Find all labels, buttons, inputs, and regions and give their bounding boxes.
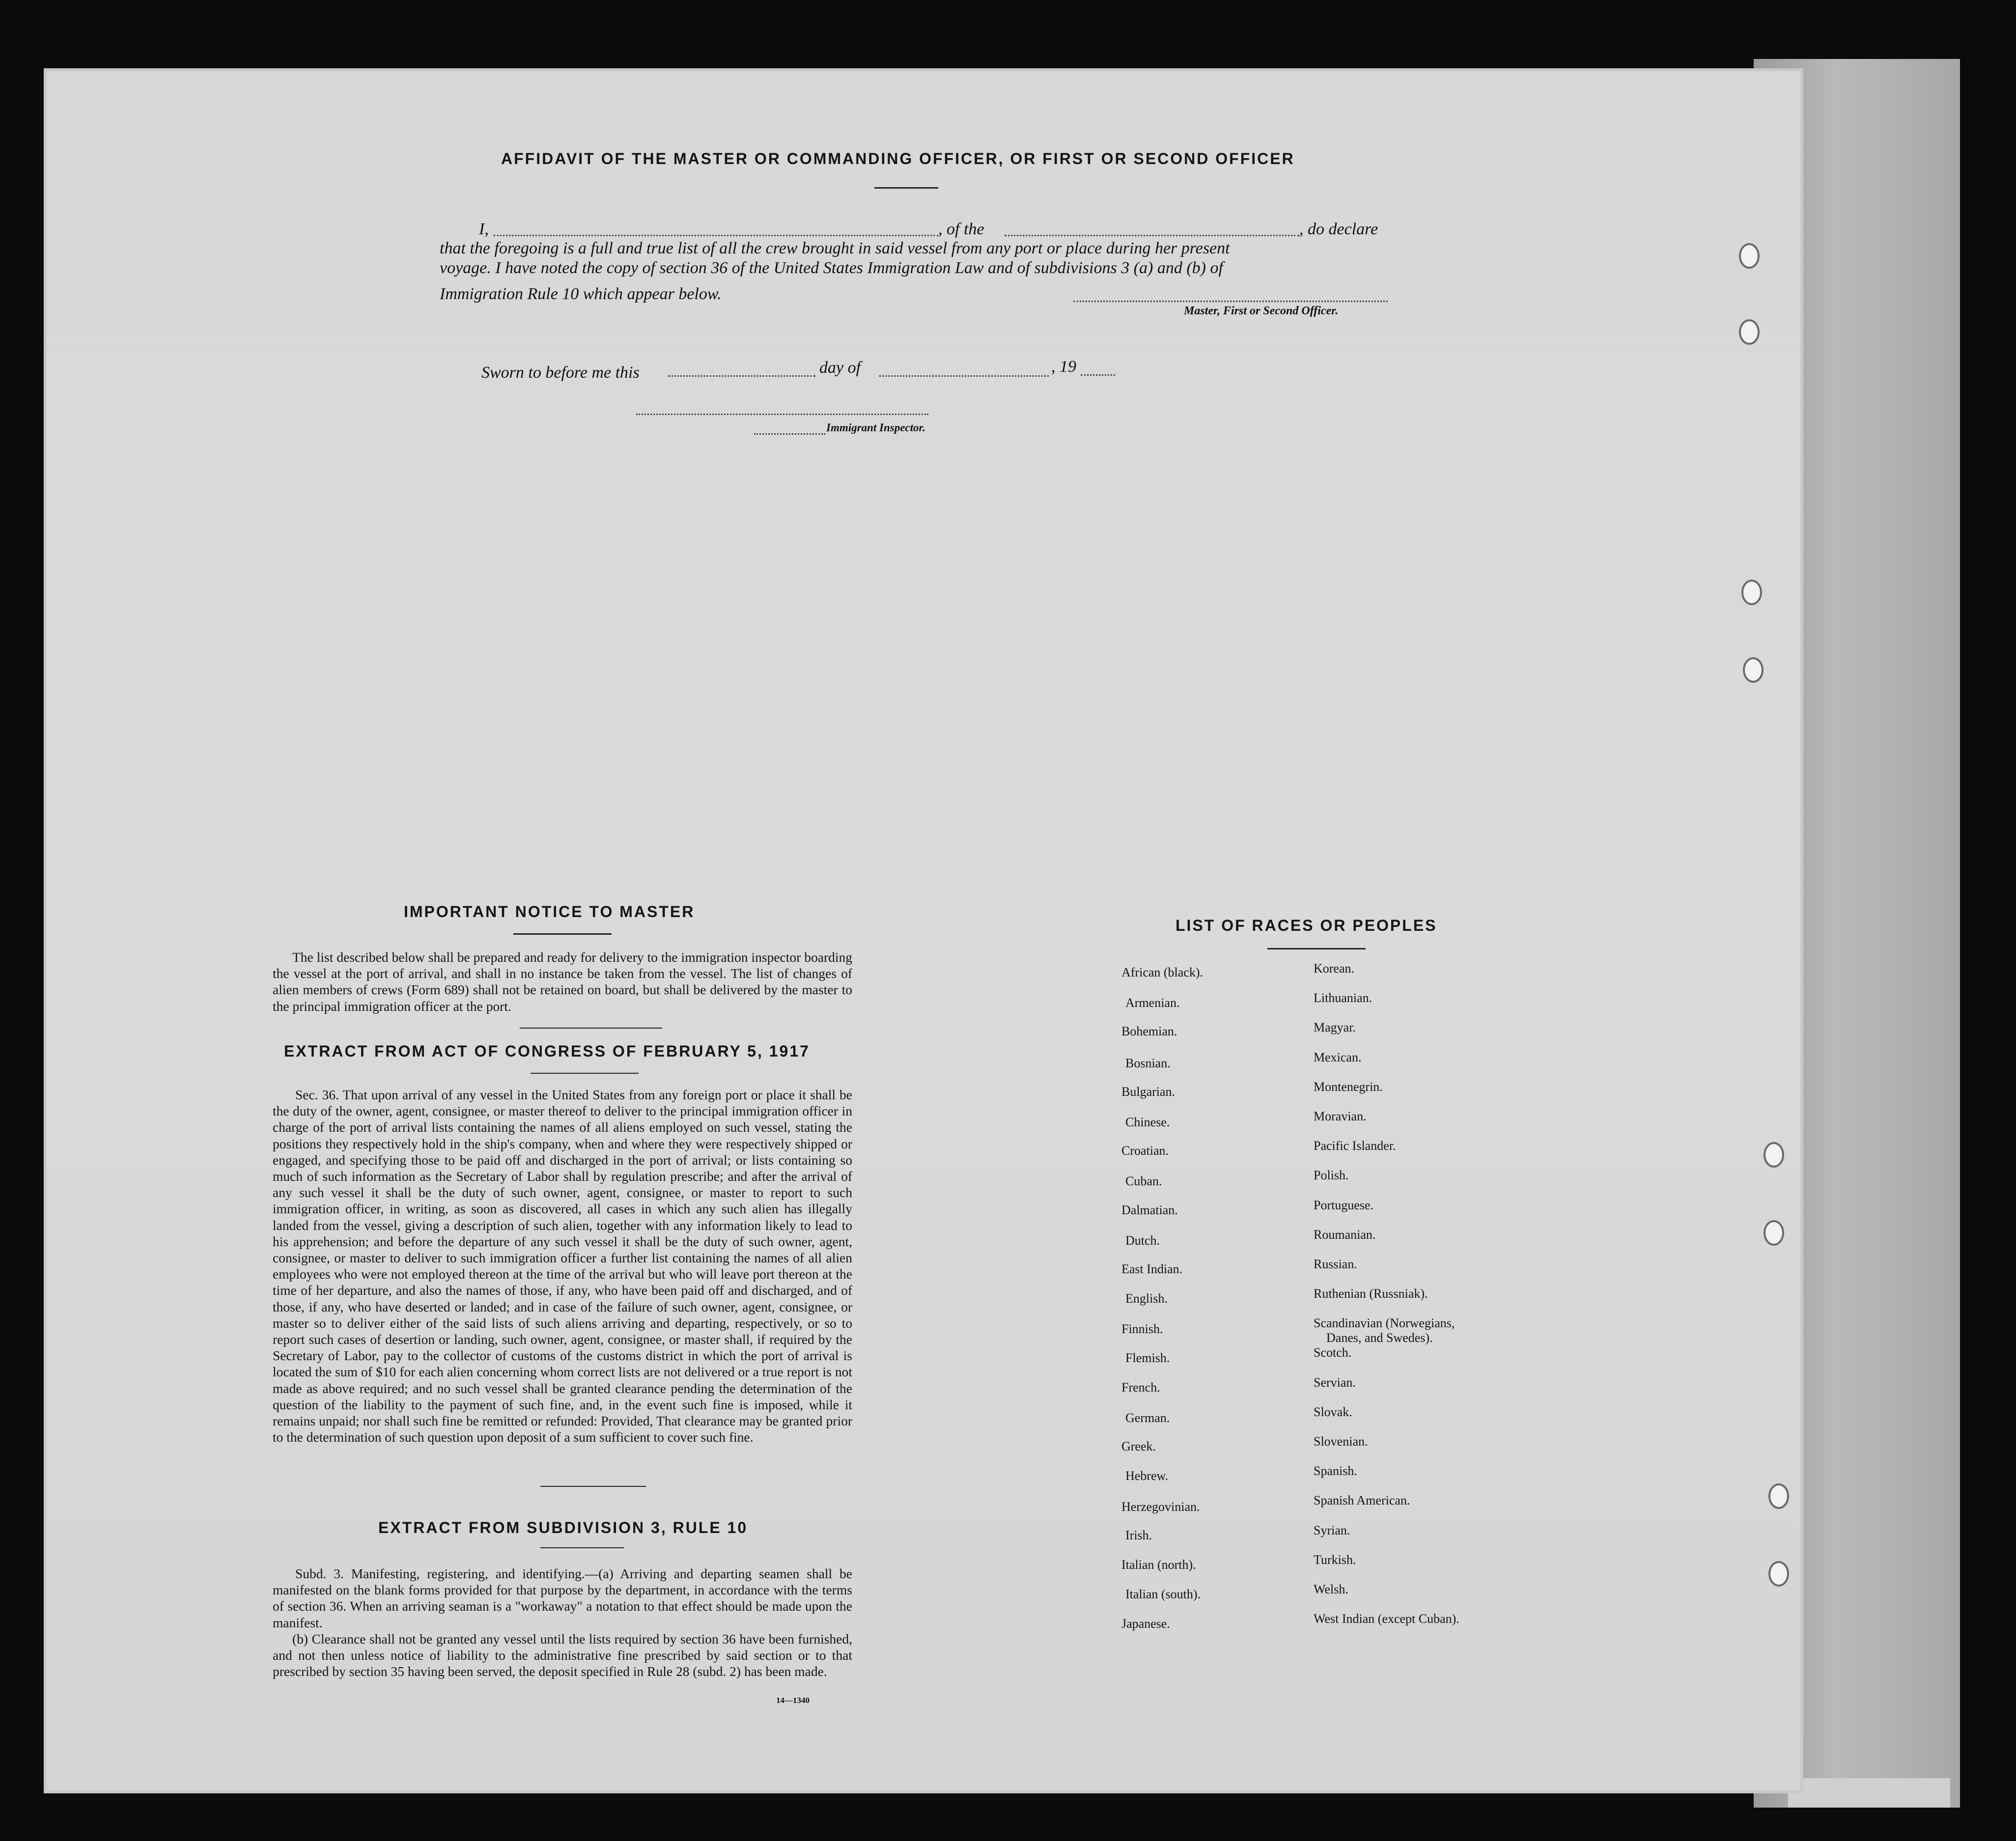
punch-hole [1739,319,1760,345]
race-item: Russian. [1314,1257,1357,1271]
race-item: Pacific Islander. [1314,1139,1396,1153]
race-item: English. [1125,1291,1168,1306]
notice-title: IMPORTANT NOTICE TO MASTER [404,903,695,920]
affidavit-line-4: Immigration Rule 10 which appear below. [440,285,722,303]
affidavit-title: AFFIDAVIT OF THE MASTER OR COMMANDING OFFICER, OR FIRST OR SECOND OFFICER [501,150,1295,167]
signer-label: Master, First or Second Officer. [1184,305,1339,317]
race-item: Korean. [1314,961,1355,976]
race-item: Slovak. [1314,1405,1352,1419]
affidavit-line-3: voyage. I have noted the copy of section 36 of the United States Immigration Law and of subdivisions 3 (a) and (b) of [440,259,1223,277]
race-item: Finnish. [1121,1322,1163,1336]
day-blank [668,375,815,377]
race-item: Roumanian. [1314,1227,1376,1242]
rule-title: EXTRACT FROM SUBDIVISION 3, RULE 10 [378,1519,748,1536]
races-title: LIST OF RACES OR PEOPLES [1176,917,1437,934]
inspector-signature-blank-2 [754,433,825,435]
race-item: Bosnian. [1125,1056,1171,1070]
punch-hole [1764,1142,1784,1168]
inspector-label: Immigrant Inspector. [826,421,925,434]
punch-hole [1743,657,1764,683]
race-item: Bulgarian. [1121,1085,1176,1099]
races-title-rule [1267,948,1366,949]
race-item: Cuban. [1125,1174,1162,1188]
race-item: Italian (north). [1121,1558,1196,1572]
affidavit-of-the: , of the [938,220,984,238]
race-item: Moravian. [1314,1109,1367,1123]
race-item: Lithuanian. [1314,991,1372,1005]
race-item: Syrian. [1314,1523,1350,1537]
rule-title-rule [540,1547,624,1548]
punch-hole [1768,1483,1789,1509]
name-blank [494,235,938,236]
act-title: EXTRACT FROM ACT OF CONGRESS OF FEBRUARY 5, 1917 [284,1042,810,1060]
affidavit-line-2: that the foregoing is a full and true list of all the crew brought in said vessel from any port or place during her present [440,239,1230,257]
race-item: Scandinavian (Norwegians, [1314,1316,1455,1330]
act-text: Sec. 36. That upon arrival of any vessel in the United States from any foreign port or place it shall be the duty of the owner, agent, consignee, or master thereof to deliver to the principal immigration officer in charge of the port of arrival lists containing the names of all aliens employed on such vessel, stating the positions they respectively hold in the ship's company, when and where they were respectively shipped or engaged, and specifying those to be paid off and discharged in the port of arrival; or lists containing so much of such information as the Secretary of Labor shall by regulation prescribe; and after the arrival of any such vessel it shall be the duty of such owner, agent, consignee, or master to report to such immigration officer, in writing, as soon as discovered, all cases in which any such alien has illegally landed from the vessel, giving a description of such alien, together with any information likely to lead to his apprehension; and before the departure of any such vessel it shall be the duty of such owner, agent, consignee, or master to deliver to such immigration officer a further list containing the names of all alien employees who were not employed thereon at the time of the arrival but who will leave port thereon at the time of her departure, and also the names of those, if any, who have been paid off and discharged, and of those, if any, who have deserted or landed; and in case of the failure of such owner, agent, consignee, or master so to deliver either of the said lists of such aliens arriving and departing, respectively, or so to report such cases of desertion or landing, such owner, agent, consignee, or master shall, if required by the Secretary of Labor, pay to the collector of customs of the customs district in which the port of arrival is located the sum of $10 for each alien concerning whom correct lists are not delivered or a true report is not made as above required; and no such vessel shall be granted clearance pending the determination of the question of the liability to the payment of such fine, and, in the event such fine is imposed, while it remains unpaid; nor shall such fine be remitted or refunded: Provided, That clearance may be granted prior to the determination of such question upon deposit of a sum sufficient to cover such fine. [273,1087,852,1445]
race-item: Dutch. [1125,1233,1160,1248]
underlying-page-edge [1788,1778,1950,1808]
race-item: Slovenian. [1314,1434,1368,1449]
race-item: East Indian. [1121,1262,1183,1276]
race-item: Italian (south). [1125,1587,1201,1601]
signature-blank [1073,301,1388,302]
act-divider [540,1486,646,1487]
race-item: Ruthenian (Russniak). [1314,1286,1428,1301]
race-item: Magyar. [1314,1020,1356,1034]
year-blank [1081,374,1115,376]
race-item: Chinese. [1125,1115,1170,1129]
race-item: Mexican. [1314,1050,1362,1064]
affidavit-i: I, [479,220,489,238]
race-item: Armenian. [1125,996,1180,1010]
affidavit-do-declare: , do declare [1299,220,1378,238]
race-item: Turkish. [1314,1553,1356,1567]
race-item: Hebrew. [1125,1469,1169,1483]
document-sheet [47,71,1800,1790]
race-item: Japanese. [1121,1617,1170,1631]
notice-divider [520,1028,662,1029]
vessel-blank [1005,235,1299,236]
race-item: Herzegovinian. [1121,1500,1200,1514]
act-title-rule [531,1073,639,1074]
race-item: French. [1121,1380,1160,1395]
race-item: Servian. [1314,1375,1356,1390]
affidavit-title-rule [874,187,938,189]
notice-title-rule [513,933,612,935]
race-item: Greek. [1121,1439,1156,1453]
race-item: Danes, and Swedes). [1326,1331,1433,1345]
race-item: West Indian (except Cuban). [1314,1612,1459,1626]
race-item: Montenegrin. [1314,1080,1383,1094]
punch-hole [1741,580,1762,605]
inspector-signature-blank [636,414,928,415]
rule-text-a: Subd. 3. Manifesting, registering, and identifying.—(a) Arriving and departing seamen shall be manifested on the blank forms provided for that purpose by the department, in accordance with the terms of section 36. When an arriving seaman is a "workaway" a notation to that effect should be made upon the manifest. [273,1566,852,1630]
sworn-text: Sworn to before me this [481,363,640,382]
race-item: Bohemian. [1121,1024,1177,1038]
race-item: Dalmatian. [1121,1203,1178,1217]
punch-hole [1764,1220,1784,1246]
race-item: Portuguese. [1314,1198,1374,1212]
year-prefix: , 19 [1051,358,1076,376]
race-item: Flemish. [1125,1351,1170,1365]
race-item: German. [1125,1411,1170,1425]
race-item: Welsh. [1314,1582,1348,1596]
race-item: Irish. [1125,1528,1152,1542]
punch-hole [1768,1561,1789,1587]
race-item: Spanish. [1314,1464,1357,1478]
month-blank [879,375,1049,377]
race-item: Spanish American. [1314,1493,1410,1507]
race-item: Croatian. [1121,1144,1169,1158]
race-item: African (black). [1121,965,1204,979]
race-item: Polish. [1314,1168,1349,1182]
form-number: 14—1340 [776,1696,810,1705]
race-item: Scotch. [1314,1345,1352,1360]
day-of-text: day of [819,359,861,377]
rule-text-b: (b) Clearance shall not be granted any vessel until the lists required by section 36 have been furnished, and not then unless notice of liability to the administrative fine prescribed by said section or to that prescribed by section 35 having been served, the deposit specified in Rule 28 (subd. 2) has been made. [273,1631,852,1679]
punch-hole [1739,243,1760,269]
notice-text: The list described below shall be prepared and ready for delivery to the immigration inspector boarding the vessel at the port of arrival, and shall in no instance be taken from the vessel. The list of changes of alien members of crews (Form 689) shall not be retained on board, but shall be delivered by the master to the principal immigration officer at the port. [273,949,852,1014]
